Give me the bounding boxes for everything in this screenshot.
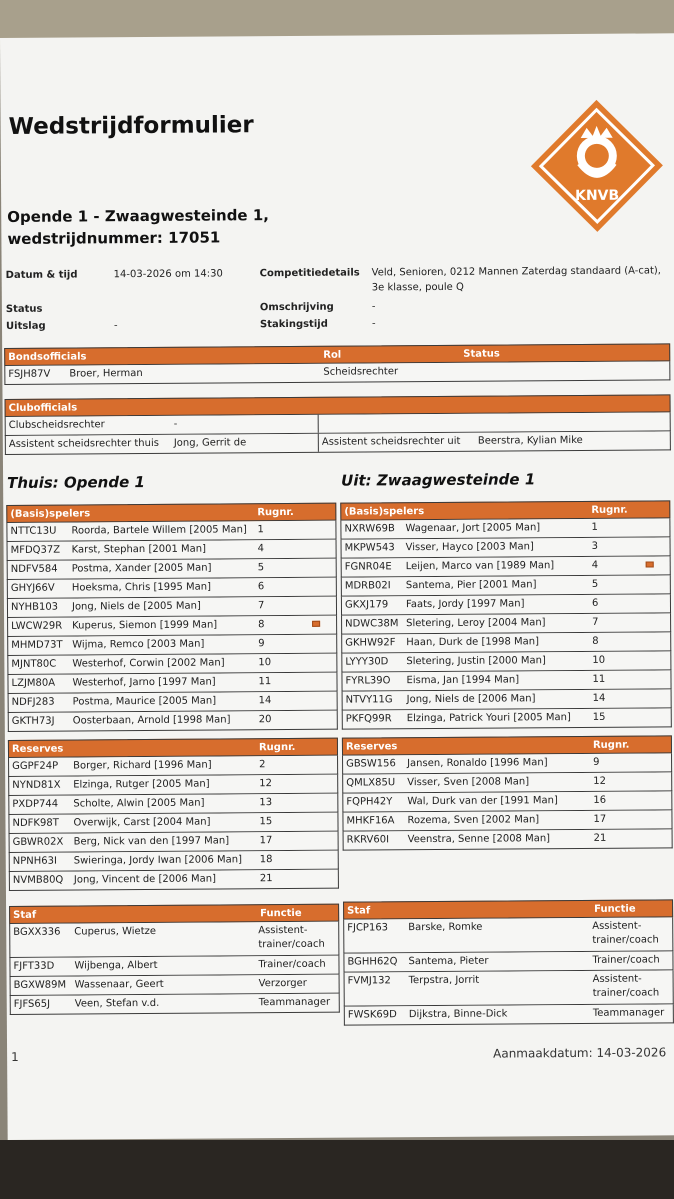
home-player-row (7, 635, 337, 656)
ass-thuis-label: Assistent scheidsrechter thuis (8, 437, 159, 450)
home-player-code: LZJM80A (11, 677, 56, 689)
home-staf-header-label: Staf (13, 909, 37, 921)
note-flag-icon[interactable] (646, 561, 654, 567)
staf-functie1: Teammanager (592, 1007, 665, 1019)
away-player-nr: 11 (592, 673, 606, 685)
away-reserve-nr: 16 (593, 794, 607, 806)
staf-row (10, 994, 340, 1015)
home-reserves-header-right: Rugnr. (258, 741, 296, 754)
home-reserve-name: Scholte, Alwin [2005 Man] (73, 797, 205, 810)
home-player-name: Postma, Xander [2005 Man] (71, 562, 212, 575)
status-label: Status (5, 303, 43, 315)
away-player-code: GKHW92F (345, 637, 396, 649)
home-player-code: GHYJ66V (10, 582, 55, 594)
staf-functie1: Teammanager (258, 996, 331, 1009)
away-reserve-code: QMLX85U (346, 777, 396, 789)
away-staf-header-right: Functie (594, 903, 636, 915)
home-player-row (7, 654, 337, 675)
ass-uit-value: Beerstra, Kylian Mike (477, 434, 583, 447)
home-reserve-name: Berg, Nick van den [1997 Man] (73, 835, 230, 848)
away-team-title: Uit: Zwaagwesteinde 1 (341, 470, 536, 490)
home-player-code: GKTH73J (11, 715, 55, 727)
bondsofficials-col-rol: Rol (323, 349, 342, 361)
logo-text: KNVB (575, 187, 620, 204)
away-player-nr: 6 (591, 597, 599, 609)
home-reserve-code: PXDP744 (12, 798, 59, 810)
away-reserve-name: Jansen, Ronaldo [1996 Man] (407, 757, 548, 770)
home-reserve-row (8, 775, 338, 796)
away-player-code: MDRB02I (344, 580, 391, 592)
away-player-name: Elzinga, Patrick Youri [2005 Man] (406, 712, 571, 725)
omschrijving-value: - (371, 301, 376, 313)
staf-code: BGHH62Q (347, 956, 398, 968)
staf-functie2: trainer/coach (258, 938, 325, 951)
bondsofficials-col-status: Status (463, 348, 500, 360)
home-player-name: Postma, Maurice [2005 Man] (72, 695, 217, 708)
home-staf-header (9, 904, 339, 924)
home-reserve-code: GBWR02X (12, 836, 64, 848)
home-player-nr: 7 (257, 600, 265, 612)
home-staf-header-right: Functie (260, 907, 302, 920)
away-player-name: Leijen, Marco van [1989 Man] (405, 560, 555, 573)
home-player-nr: 4 (257, 543, 264, 555)
page-number: 1 (11, 1049, 19, 1064)
home-player-name: Kuperus, Siemon [1999 Man] (72, 619, 218, 632)
away-player-row (340, 518, 670, 539)
away-player-nr: 8 (592, 635, 599, 647)
home-player-row (7, 578, 337, 599)
staf-name: Barske, Romke (408, 921, 483, 934)
away-player-name: Faats, Jordy [1997 Man] (405, 598, 525, 611)
home-reserve-row (8, 813, 338, 834)
home-player-code: MHMD73T (11, 639, 63, 651)
home-player-row (7, 616, 337, 637)
away-reserves-header-label: Reserves (345, 741, 398, 753)
away-player-code: NTVY11G (345, 694, 393, 706)
staf-name: Dijkstra, Binne-Dick (408, 1008, 508, 1021)
away-reserve-code: RKRV60I (346, 834, 390, 846)
staf-functie1: Assistent- (258, 924, 308, 937)
staf-row (9, 956, 339, 977)
home-reserve-row (8, 794, 338, 815)
away-player-nr: 10 (592, 654, 606, 666)
home-reserve-row (9, 870, 339, 891)
away-reserve-nr: 17 (593, 813, 607, 825)
staf-code: FJCP163 (347, 922, 389, 934)
home-player-name: Jong, Niels de [2005 Man] (71, 600, 201, 613)
away-player-nr: 5 (591, 578, 599, 590)
away-reserve-code: MHKF16A (346, 815, 395, 827)
page-title: Wedstrijdformulier (8, 112, 254, 140)
home-player-row (7, 559, 337, 580)
away-reserve-row (342, 810, 672, 831)
away-basis-header-right: Rugnr. (591, 504, 628, 516)
staf-code: FVMJ132 (347, 975, 391, 987)
home-player-nr: 5 (257, 562, 265, 574)
away-player-nr: 14 (592, 692, 606, 704)
home-player-row (7, 597, 337, 618)
away-reserves-header (342, 735, 672, 755)
home-player-nr: 9 (258, 638, 265, 650)
home-player-nr: 11 (258, 676, 272, 688)
home-player-nr: 1 (257, 524, 264, 536)
home-reserves-header (8, 738, 338, 758)
away-player-name: Sletering, Leroy [2004 Man] (406, 617, 546, 630)
staf-row (344, 1004, 674, 1025)
away-player-name: Haan, Durk de [1998 Man] (406, 636, 540, 649)
home-reserve-nr: 2 (259, 759, 266, 771)
home-player-code: MJNT80C (11, 658, 57, 670)
away-basis-header (340, 500, 670, 520)
away-player-row (341, 651, 671, 672)
home-player-code: NTTC13U (10, 525, 57, 537)
home-basis-header-label: (Basis)spelers (10, 508, 91, 520)
away-staf-header-label: Staf (347, 905, 371, 917)
home-reserve-code: NDFK98T (12, 817, 59, 829)
away-staf-header (343, 899, 673, 919)
staf-functie1: Assistent- (592, 920, 642, 932)
away-player-name: Santema, Pier [2001 Man] (405, 579, 537, 592)
datum-value: 14-03-2026 om 14:30 (113, 268, 223, 281)
home-player-name: Hoeksma, Chris [1995 Man] (71, 581, 212, 594)
staf-functie1: Assistent- (592, 973, 642, 985)
away-reserve-nr: 12 (593, 775, 606, 787)
stakingstijd-label: Stakingstijd (259, 318, 328, 331)
home-reserve-name: Jong, Vincent de [2006 Man] (73, 873, 217, 886)
clubscheidsrechter-value: - (173, 418, 178, 430)
away-reserve-row (342, 791, 672, 812)
home-reserve-nr: 12 (259, 778, 272, 790)
staf-code: BGXX336 (13, 926, 61, 938)
competitie-label: Competitiedetails (259, 267, 360, 280)
away-player-code: GKXJ179 (344, 599, 389, 611)
away-reserve-code: FQPH42Y (346, 796, 393, 808)
away-player-nr: 1 (591, 521, 598, 533)
away-reserve-name: Veenstra, Senne [2008 Man] (407, 833, 551, 846)
away-reserve-row (343, 829, 673, 850)
away-player-row (342, 689, 672, 710)
uitslag-value: - (113, 320, 118, 332)
home-player-row (7, 540, 337, 561)
bondsofficial-name: Broer, Herman (69, 368, 143, 380)
away-reserve-nr: 21 (593, 832, 607, 844)
home-reserve-nr: 13 (259, 797, 273, 809)
away-player-nr: 3 (591, 540, 598, 552)
bondsofficials-col-name: Bondsofficials (8, 351, 87, 363)
uitslag-label: Uitslag (5, 320, 46, 332)
away-player-row (341, 537, 671, 558)
home-player-row (7, 673, 337, 694)
away-player-nr: 15 (592, 711, 606, 723)
away-reserve-name: Rozema, Sven [2002 Man] (407, 814, 540, 827)
floor-background (0, 1140, 674, 1199)
clubscheidsrechter-label: Clubscheidsrechter (8, 419, 105, 431)
away-player-code: NXRW69B (344, 523, 395, 535)
ass-thuis-value: Jong, Gerrit de (173, 437, 247, 449)
home-reserves-header-label: Reserves (11, 743, 64, 755)
staf-row (343, 951, 673, 972)
bondsofficial-role: Scheidsrechter (323, 366, 399, 378)
staf-row (343, 917, 673, 953)
home-player-code: MFDQ37Z (10, 544, 61, 556)
away-player-code: FYRL39O (345, 675, 391, 687)
match-line-1: Opende 1 - Zwaagwesteinde 1, (7, 206, 269, 226)
home-player-name: Westerhof, Jarno [1997 Man] (72, 676, 216, 689)
home-player-nr: 6 (257, 581, 265, 593)
staf-functie1: Verzorger (258, 977, 307, 990)
home-player-name: Wijma, Remco [2003 Man] (72, 638, 205, 651)
away-player-code: MKPW543 (344, 542, 395, 554)
away-reserve-name: Wal, Durk van der [1991 Man] (407, 795, 558, 808)
staf-functie1: Trainer/coach (592, 954, 660, 966)
staf-name: Cuperus, Wietze (74, 925, 157, 938)
staf-row (9, 922, 339, 958)
away-player-code: PKFQ99R (345, 713, 392, 725)
away-player-row (341, 670, 671, 691)
home-player-nr: 8 (258, 619, 265, 631)
home-player-code: NDFJ283 (11, 696, 55, 708)
home-player-name: Westerhof, Corwin [2002 Man] (72, 657, 225, 670)
away-player-nr: 4 (591, 559, 599, 571)
clubofficials-title: Clubofficials (8, 402, 78, 414)
competitie-value-1: Veld, Senioren, 0212 Mannen Zaterdag standaard (A-cat), (371, 265, 661, 279)
away-player-nr: 7 (592, 616, 599, 628)
staf-code: BGXW89M (13, 979, 67, 991)
away-reserve-row (342, 753, 672, 774)
home-reserve-row (8, 756, 338, 777)
home-reserve-name: Swieringa, Jordy Iwan [2006 Man] (73, 854, 243, 867)
staf-name: Terpstra, Jorrit (408, 974, 480, 987)
datum-label: Datum & tijd (5, 269, 78, 281)
away-player-code: LYYY30D (345, 656, 389, 668)
away-player-row (341, 556, 671, 577)
home-reserve-row (9, 851, 339, 872)
note-flag-icon[interactable] (312, 621, 320, 627)
home-reserve-nr: 18 (259, 854, 273, 866)
bondsofficial-row (4, 361, 670, 385)
staf-name: Veen, Stefan v.d. (74, 997, 160, 1010)
home-reserve-nr: 15 (259, 816, 273, 828)
home-player-row (6, 521, 336, 542)
home-basis-header-right: Rugnr. (257, 506, 294, 519)
home-reserve-nr: 17 (259, 835, 273, 847)
home-player-nr: 20 (258, 714, 272, 726)
home-player-row (8, 711, 338, 732)
staf-functie2: trainer/coach (592, 987, 660, 999)
home-player-name: Oosterbaan, Arnold [1998 Man] (72, 714, 231, 727)
competitie-value-2: 3e klasse, poule Q (371, 281, 464, 294)
away-player-code: FGNR04E (344, 561, 392, 573)
home-reserve-code: NVMB80Q (12, 874, 64, 886)
bondsofficial-code: FSJH87V (8, 368, 51, 380)
home-player-nr: 10 (258, 657, 272, 669)
form-sheet (0, 33, 674, 1140)
away-player-row (341, 613, 671, 634)
away-player-row (341, 594, 671, 615)
home-reserve-name: Borger, Richard [1996 Man] (73, 759, 212, 772)
home-player-code: NDFV584 (10, 563, 58, 575)
ass-uit-label: Assistent scheidsrechter uit (321, 435, 461, 448)
home-player-name: Karst, Stephan [2001 Man] (71, 543, 207, 556)
home-reserve-nr: 21 (259, 873, 273, 885)
home-player-name: Roorda, Bartele Willem [2005 Man] (71, 524, 247, 537)
home-player-code: NYHB103 (10, 601, 59, 613)
staf-functie1: Trainer/coach (258, 958, 326, 971)
away-player-name: Jong, Niels de [2006 Man] (406, 693, 536, 706)
home-player-code: LWCW29R (11, 620, 63, 632)
home-team-title: Thuis: Opende 1 (7, 472, 145, 492)
away-player-row (342, 708, 672, 729)
away-basis-header-label: (Basis)spelers (344, 506, 425, 518)
home-reserve-name: Elzinga, Rutger [2005 Man] (73, 778, 210, 791)
away-player-name: Sletering, Justin [2000 Man] (406, 655, 546, 668)
staf-row (344, 970, 674, 1006)
home-reserve-code: NYND81X (12, 779, 61, 791)
home-reserve-code: NPNH63I (12, 855, 57, 867)
away-player-row (341, 632, 671, 653)
staf-code: FJFS65J (13, 998, 51, 1010)
home-player-nr: 14 (258, 695, 272, 707)
home-player-row (8, 692, 338, 713)
away-reserves-header-right: Rugnr. (592, 739, 630, 751)
staf-code: FWSK69D (347, 1009, 397, 1021)
home-reserve-name: Overwijk, Carst [2004 Man] (73, 816, 211, 829)
staf-code: FJFT33D (13, 960, 55, 972)
staf-name: Santema, Pieter (408, 955, 489, 968)
stakingstijd-value: - (371, 318, 376, 330)
away-player-code: NDWC38M (345, 618, 399, 630)
away-reserve-row (342, 772, 672, 793)
home-reserve-row (9, 832, 339, 853)
away-player-name: Eisma, Jan [1994 Man] (406, 674, 520, 687)
staf-name: Wijbenga, Albert (74, 959, 158, 972)
home-basis-header (6, 503, 336, 523)
omschrijving-label: Omschrijving (259, 301, 334, 314)
away-player-name: Wagenaar, Jort [2005 Man] (405, 522, 541, 535)
staf-name: Wassenaar, Geert (74, 978, 164, 991)
home-reserve-code: GGPF24P (12, 760, 59, 772)
staf-functie2: trainer/coach (592, 934, 659, 946)
away-reserve-code: GBSW156 (346, 758, 396, 770)
knvb-logo-icon (528, 97, 665, 234)
assistent-row (5, 431, 671, 455)
away-player-name: Visser, Hayco [2003 Man] (405, 541, 534, 554)
away-player-row (341, 575, 671, 596)
match-line-2: wedstrijdnummer: 17051 (7, 228, 221, 248)
staf-row (10, 975, 340, 996)
creation-date: Aanmaakdatum: 14-03-2026 (493, 1045, 667, 1061)
away-reserve-name: Visser, Sven [2008 Man] (407, 776, 530, 789)
match-title (7, 204, 269, 250)
away-reserve-nr: 9 (593, 756, 600, 768)
